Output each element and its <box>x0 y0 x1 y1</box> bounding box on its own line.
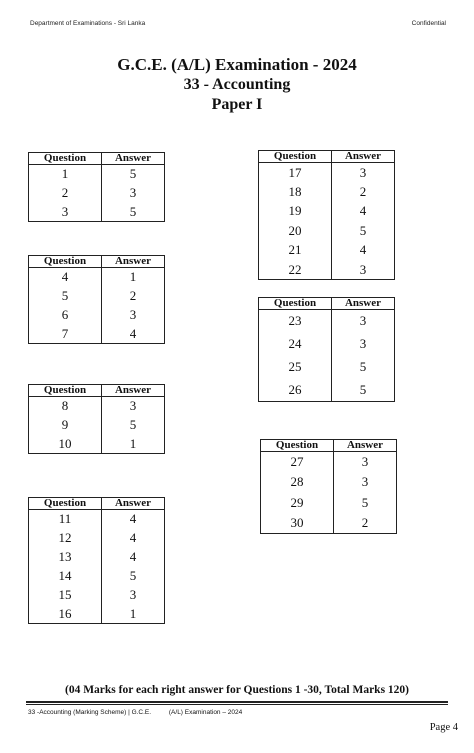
answer-value: 5 <box>102 203 165 222</box>
table-row <box>29 325 165 344</box>
question-header: Question <box>259 151 332 163</box>
question-number: 22 <box>259 260 332 280</box>
question-number: 29 <box>261 493 334 514</box>
table-row <box>29 203 165 222</box>
table-row <box>29 306 165 325</box>
answer-value: 1 <box>102 605 165 624</box>
title-block <box>0 54 474 115</box>
question-number: 6 <box>29 306 102 325</box>
table-row <box>29 435 165 454</box>
answer-value: 3 <box>102 586 165 605</box>
answer-value: 1 <box>102 268 165 287</box>
table-row <box>259 182 395 202</box>
question-number: 2 <box>29 184 102 203</box>
table-row <box>29 586 165 605</box>
table-row <box>261 493 397 514</box>
question-number: 18 <box>259 182 332 202</box>
table-row <box>259 202 395 222</box>
answer-value: 3 <box>332 163 395 183</box>
question-number: 7 <box>29 325 102 344</box>
header-confidential: Confidential <box>411 20 446 27</box>
answer-header: Answer <box>332 298 395 310</box>
answer-table-7 <box>260 439 397 534</box>
question-number: 27 <box>261 452 334 473</box>
question-number: 25 <box>259 356 332 379</box>
answer-table-5 <box>258 150 395 280</box>
answer-value: 4 <box>102 529 165 548</box>
answer-table-6 <box>258 297 395 402</box>
answer-value: 3 <box>102 397 165 416</box>
question-number: 5 <box>29 287 102 306</box>
table-row <box>29 416 165 435</box>
table-row <box>29 268 165 287</box>
question-number: 23 <box>259 310 332 333</box>
question-number: 20 <box>259 221 332 241</box>
answer-value: 3 <box>334 452 397 473</box>
answer-value: 3 <box>102 184 165 203</box>
table-row <box>259 260 395 280</box>
answer-table-2 <box>28 255 165 344</box>
question-number: 19 <box>259 202 332 222</box>
marks-note: (04 Marks for each right answer for Questions 1 -30, Total Marks 120) <box>64 684 410 696</box>
question-number: 8 <box>29 397 102 416</box>
answer-value: 5 <box>332 379 395 402</box>
question-number: 30 <box>261 513 334 534</box>
table-row <box>259 221 395 241</box>
answer-value: 5 <box>102 567 165 586</box>
question-number: 10 <box>29 435 102 454</box>
answer-table-4 <box>28 497 165 624</box>
question-number: 16 <box>29 605 102 624</box>
question-number: 28 <box>261 472 334 493</box>
table-row <box>261 513 397 534</box>
answer-value: 5 <box>332 221 395 241</box>
question-number: 3 <box>29 203 102 222</box>
answer-value: 3 <box>332 260 395 280</box>
answer-value: 3 <box>332 333 395 356</box>
question-header: Question <box>261 440 334 452</box>
question-number: 9 <box>29 416 102 435</box>
question-number: 17 <box>259 163 332 183</box>
table-row <box>29 184 165 203</box>
answer-value: 5 <box>334 493 397 514</box>
answer-value: 4 <box>102 510 165 529</box>
question-header: Question <box>29 256 102 268</box>
table-row <box>259 379 395 402</box>
footer-exam: (A/L) Examination – 2024 <box>168 709 243 716</box>
footer-subject: 33 -Accounting (Marking Scheme) | G.C.E. <box>28 709 152 716</box>
question-header: Question <box>29 153 102 165</box>
question-number: 12 <box>29 529 102 548</box>
question-number: 11 <box>29 510 102 529</box>
question-number: 13 <box>29 548 102 567</box>
paper-title: Paper I <box>211 96 263 113</box>
question-number: 4 <box>29 268 102 287</box>
table-row <box>29 510 165 529</box>
table-row <box>29 397 165 416</box>
answer-header: Answer <box>102 498 165 510</box>
table-row <box>29 165 165 184</box>
table-row <box>29 529 165 548</box>
answer-header: Answer <box>332 151 395 163</box>
answer-value: 2 <box>334 513 397 534</box>
table-row <box>29 567 165 586</box>
question-number: 1 <box>29 165 102 184</box>
question-header: Question <box>29 498 102 510</box>
question-number: 14 <box>29 567 102 586</box>
answer-value: 3 <box>332 310 395 333</box>
answer-value: 4 <box>102 548 165 567</box>
table-row <box>259 333 395 356</box>
table-row <box>29 548 165 567</box>
question-number: 26 <box>259 379 332 402</box>
table-row <box>29 287 165 306</box>
answer-value: 1 <box>102 435 165 454</box>
table-row <box>259 356 395 379</box>
table-row <box>29 605 165 624</box>
footer-left <box>28 709 258 716</box>
answer-table-1 <box>28 152 165 222</box>
table-row <box>259 163 395 183</box>
question-number: 15 <box>29 586 102 605</box>
table-row <box>261 452 397 473</box>
answer-value: 5 <box>102 416 165 435</box>
answer-header: Answer <box>334 440 397 452</box>
answer-value: 5 <box>102 165 165 184</box>
table-row <box>259 310 395 333</box>
answer-value: 4 <box>332 241 395 261</box>
answer-table-3 <box>28 384 165 454</box>
question-header: Question <box>29 385 102 397</box>
answer-header: Answer <box>102 153 165 165</box>
page-number: Page 4 <box>429 722 458 733</box>
table-row <box>261 472 397 493</box>
answer-value: 2 <box>332 182 395 202</box>
question-header: Question <box>259 298 332 310</box>
answer-value: 4 <box>102 325 165 344</box>
footer-rule-thin <box>26 704 448 705</box>
answer-value: 4 <box>332 202 395 222</box>
header-department: Department of Examinations - Sri Lanka <box>30 20 146 27</box>
question-number: 21 <box>259 241 332 261</box>
exam-title: G.C.E. (A/L) Examination - 2024 <box>117 55 357 74</box>
answer-value: 2 <box>102 287 165 306</box>
question-number: 24 <box>259 333 332 356</box>
answer-header: Answer <box>102 385 165 397</box>
answer-value: 5 <box>332 356 395 379</box>
table-row <box>259 241 395 261</box>
answer-header: Answer <box>102 256 165 268</box>
answer-value: 3 <box>334 472 397 493</box>
answer-value: 3 <box>102 306 165 325</box>
subject-title: 33 - Accounting <box>183 76 291 93</box>
footer-rule <box>26 701 448 703</box>
